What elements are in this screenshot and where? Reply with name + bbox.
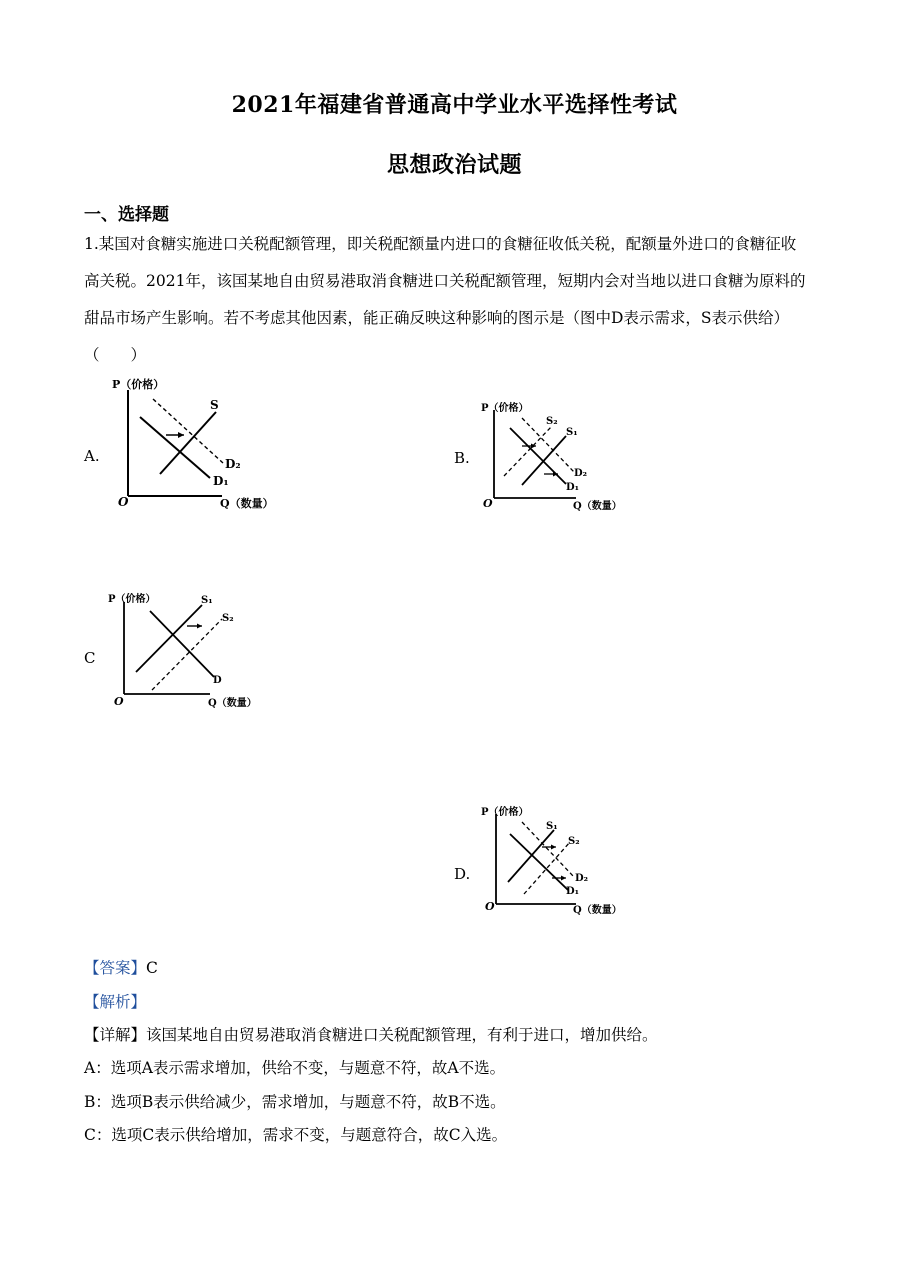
supply-curve-s1 [136,605,202,672]
q-axis-label: Q（数量） [573,501,622,512]
arrow-head [178,432,184,438]
option-d-graph [476,802,646,922]
curve-label-d1: D₁ [213,474,229,488]
demand-curve-d1 [510,428,566,484]
detail-line [84,1023,658,1045]
answer-tag: 【答案】 [84,959,147,977]
explanation-c: C：选项C表示供给增加，需求不变，与题意符合，故C入选。 [84,1126,508,1144]
section-heading: 一、选择题 [84,205,169,225]
arrow-head [551,845,556,850]
answer-line [84,956,158,978]
p-axis-label: P（价格） [108,594,156,605]
supply-curve-s2 [504,426,552,476]
arrow-head [561,876,566,881]
origin-label: O [114,695,124,708]
curve-label-d1: D₁ [566,482,580,493]
option-b-label: B. [454,449,470,467]
q-axis-label: Q（数量） [220,497,274,510]
origin-label: O [118,495,129,509]
analysis-line [84,990,146,1012]
p-axis-label: P（价格） [112,378,165,391]
option-c-graph [104,588,274,718]
q-axis-label: Q（数量） [573,905,622,916]
origin-label: O [485,900,495,913]
curve-label-d2: D₂ [225,457,241,471]
p-axis-label: P（价格） [481,403,529,414]
exam-subtitle: 思想政治试题 [386,152,522,178]
curve-label-s2: S₂ [568,836,580,847]
question-line-1: 1.某国对食糖实施进口关税配额管理，即关税配额量内进口的食糖征收低关税，配额量外进口的食糖征收 [84,235,797,253]
question-stem [84,226,829,374]
curve-label-s: S [210,398,219,412]
curve-label-s2: S₂ [222,613,234,624]
curve-label-d2: D₂ [575,873,589,884]
option-a-label: A. [84,447,100,465]
explanation-a: A：选项A表示需求增加，供给不变，与题意不符，故A不选。 [84,1059,506,1077]
demand-curve-d1 [510,834,568,890]
q-axis-label: Q（数量） [208,698,257,709]
question-number: 1. [84,235,99,253]
arrow-head [197,624,202,629]
answer-value: C [146,959,158,977]
explanation-b: B：选项B表示供给减少，需求增加，与题意不符，故B不选。 [84,1093,506,1111]
question-paren: （ ） [84,346,147,364]
demand-curve-d1 [140,417,210,478]
detail-tag: 【详解】 [84,1026,147,1044]
curve-label-d2: D₂ [574,468,588,479]
option-a-graph [100,372,300,522]
question-line-2: 高关税。2021年，该国某地自由贸易港取消食糖进口关税配额管理，短期内会对当地以进口食糖为原料的 [84,272,806,290]
analysis-tag: 【解析】 [84,993,147,1011]
curve-label-d1: D₁ [566,886,580,897]
demand-curve-d [150,611,214,677]
detail-text: 该国某地自由贸易港取消食糖进口关税配额管理，有利于进口，增加供给。 [146,1026,658,1044]
curve-label-d: D [213,675,222,686]
option-b-graph [476,398,646,518]
curve-label-s1: S₁ [566,427,578,438]
curve-label-s2: S₂ [546,416,558,427]
exam-title: 2021年福建省普通高中学业水平选择性考试 [231,92,678,118]
option-d-label: D. [454,865,471,883]
origin-label: O [483,497,493,510]
option-c-label: C [84,649,96,667]
supply-curve-s2 [152,619,222,690]
p-axis-label: P（价格） [481,807,529,818]
question-line-3: 甜品市场产生影响。若不考虑其他因素，能正确反映这种影响的图示是（图中D表示需求，S表示供给） [84,309,790,327]
curve-label-s1: S₁ [201,595,213,606]
curve-label-s1: S₁ [546,821,558,832]
